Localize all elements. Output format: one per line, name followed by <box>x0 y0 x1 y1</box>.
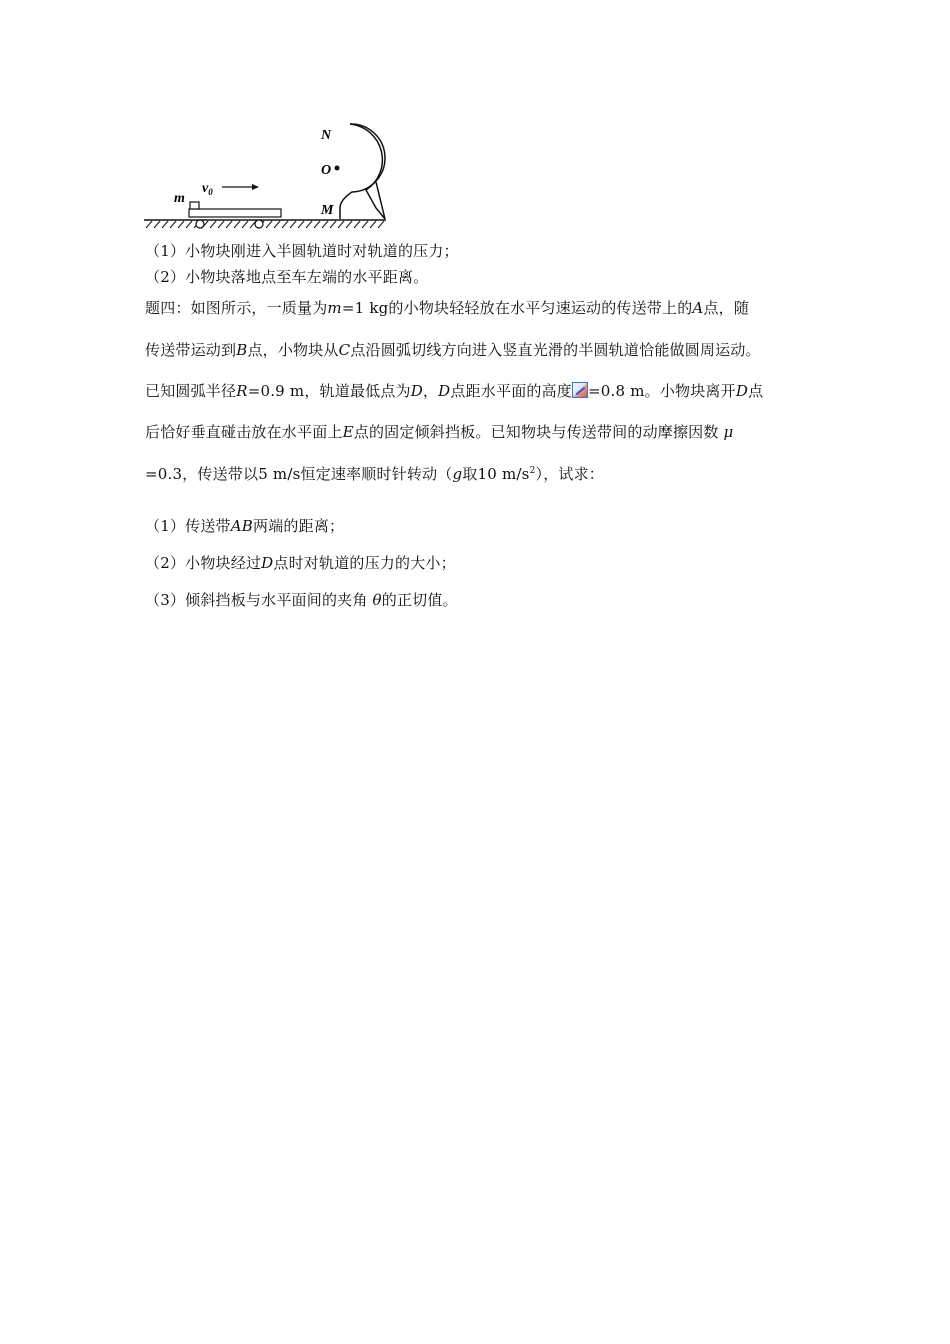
text: =0.8 m。小物块离开 <box>588 382 736 400</box>
problem4-line-5 <box>145 463 604 484</box>
var-D: D <box>438 382 451 400</box>
var-m: m <box>327 299 342 317</box>
semicircle-track <box>340 124 385 219</box>
ground-hatching <box>146 221 384 228</box>
problem4-line-3 <box>145 380 763 401</box>
text: 点 <box>748 382 764 400</box>
text: 点的固定倾斜挡板。已知物块与传送带间的动摩擦因数 <box>353 423 724 441</box>
track-outer <box>350 124 385 219</box>
var-B: B <box>236 341 248 359</box>
var-E: E <box>342 423 354 441</box>
text: =0.3，传送带以5 m/s恒定速率顺时针转动（ <box>145 465 453 483</box>
text: ， <box>422 382 439 400</box>
center-point <box>335 166 340 171</box>
label-M: M <box>321 203 334 218</box>
var-mu: μ <box>723 423 734 441</box>
problem4-question-3 <box>145 589 458 610</box>
physics-diagram <box>140 112 420 242</box>
text: =0.9 m，轨道最低点为 <box>247 382 411 400</box>
text: 点时对轨道的压力的大小； <box>273 554 456 572</box>
var-AB: AB <box>230 517 254 535</box>
superscript: 2 <box>529 466 536 476</box>
text: 传送带运动到 <box>145 341 237 359</box>
text: 已知圆弧半径 <box>145 382 237 400</box>
problem4-line-4 <box>145 421 734 442</box>
problem3-question-1: （1）小物块刚进入半圆轨道时对轨道的压力； <box>145 242 459 260</box>
var-theta: θ <box>372 591 382 609</box>
var-C: C <box>338 341 351 359</box>
text: 点距水平面的高度 <box>450 382 573 400</box>
var-A: A <box>692 299 704 317</box>
label-v0: $v_0$ <box>202 181 213 197</box>
text: （2）小物块经过 <box>145 554 262 572</box>
var-g: g <box>452 465 463 483</box>
text: =1 kg的小物块轻轻放在水平匀速运动的传送带上的 <box>341 299 693 317</box>
label-m: m <box>174 191 185 206</box>
cart-wheel-right <box>255 220 263 228</box>
var-D: D <box>410 382 423 400</box>
text: （3）倾斜挡板与水平面间的夹角 <box>145 591 373 609</box>
text: 点沿圆弧切线方向进入竖直光滑的半圆轨道恰能做圆周运动。 <box>350 341 761 359</box>
text: 的正切值。 <box>381 591 458 609</box>
text: 取10 m/s <box>462 465 530 483</box>
label-O: O <box>321 163 332 178</box>
text: 点，小物块从 <box>247 341 339 359</box>
problem3-question-2: （2）小物块落地点至车左端的水平距离。 <box>145 268 429 286</box>
arrow-head-icon <box>252 184 259 190</box>
cart-semicircle-figure <box>140 112 420 242</box>
problem4-line-2 <box>145 339 761 360</box>
problem4-question-2 <box>145 552 456 573</box>
text: （1）传送带 <box>145 517 231 535</box>
text: 两端的距离； <box>253 517 345 535</box>
text: 点，随 <box>703 299 750 317</box>
broken-image-icon <box>572 382 588 398</box>
cart-body <box>189 209 281 217</box>
var-R: R <box>236 382 248 400</box>
problem4-question-1 <box>145 515 344 536</box>
block-m <box>190 202 199 209</box>
var-D: D <box>261 554 274 572</box>
text: 题四：如图所示，一质量为 <box>145 299 328 317</box>
cart-wheel-left <box>196 220 204 228</box>
var-D: D <box>735 382 749 400</box>
label-N: N <box>321 128 332 143</box>
problem4-line-1 <box>145 297 749 318</box>
text: ），试求： <box>535 465 605 483</box>
text: 后恰好垂直碰击放在水平面上 <box>145 423 343 441</box>
